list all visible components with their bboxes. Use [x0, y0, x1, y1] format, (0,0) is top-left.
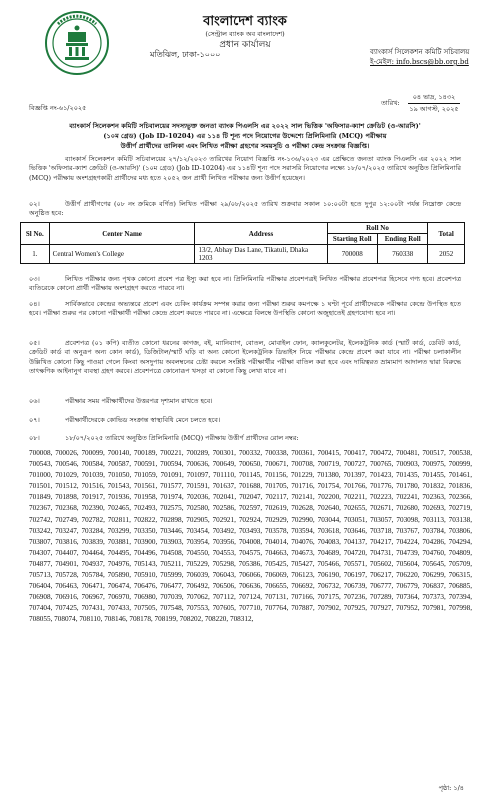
paragraph-7-text: পরীক্ষার্থীদেরকে কোভিড সংক্রান্ত স্বাস্থ্যবিধি মেনে চলতে হবে। [65, 416, 221, 424]
header-starting-roll: Starting Roll [327, 234, 377, 245]
paragraph-4-text: সার্বিকভাবে কেন্দ্রের অভ্যন্তরে প্রবেশ এবং চেকিং কার্যক্রম সম্পন্ন করার জন্য পরীক্ষা শুরুর কমপক্ষে ১ ঘণ্টা পূর্বে প্রার্থীদেরকে পরীক্ষার কেন্দ্রে উপস্থিত হতে হবে। পরীক্ষা শুরুর পর কোনো পরীক্ষার্থী পরীক্ষা কেন্দ্রে প্রবেশ করতে পারবে না। এক্ষেত্রে বিলম্বে উপস্থিতি কোনো অজুহাতেই গ্রহণযোগ্য হবে না। [29, 300, 461, 318]
paragraph-2-text: উত্তীর্ণ প্রার্থীগণের (০৮ নং ক্রমিকে বর্ণিত) লিখিত পরীক্ষা ২৯/০৮/২০২৫ তারিখ শুক্রবার সকাল ১০:০০টা হতে দুপুর ১২:০০টা পর্যন্ত নিম্নোক্ত কেন্দ্রে অনুষ্ঠিত হবে: [29, 200, 461, 218]
paragraph-5-text: প্রবেশপত্র (০১ কপি) ব্যতীত কোনো ধরনের কাগজ, বই, ম্যানিব্যাগ, বোতল, মোবাইল ফোন, ক্যালকুলেটর, ইলেকট্রনিক কার্ড (স্মার্ট কার্ড, ডেবিট কার্ড, ক্রেডিট কার্ড বা অনুরূপ অন্য কোন কার্ড), ডিজিটাল/স্মার্ট ঘড়ি বা অন্য কোনো ইলেকট্রনিক ডিভাইস নিয়ে পরীক্ষার কেন্দ্রে প্রবেশ করা যাবে না। পরীক্ষা চলাকালীন উল্লিখিত কোনো কিছু পাওয়া গেলে কিংবা অসদুপায় অবলম্বনের চেষ্টা করলে সংশ্লিষ্ট পরীক্ষার্থীর পরীক্ষা বাতিল করা হবে এবং দায়িত্বরত ভ্রাম্যমাণ আদালত দ্বারা বিরুদ্ধে তাৎক্ষণিক আইনানুগ ব্যবস্থা গ্রহণ করবে। প্রবেশপত্রে কোনোরূপ খসড়া বা কোনো কিছু লেখা যাবে না। [29, 339, 461, 376]
page-number: পৃষ্ঠা: ১/৪ [438, 784, 464, 792]
paragraph-3-text: লিখিত পরীক্ষার জন্য পৃথক কোনো প্রবেশ পত্র ইস্যু করা হবে না। প্রিলিমিনারি পরীক্ষার প্রবেশপত্রই লিখিত পরীক্ষার প্রবেশপত্র হিসেবে গণ্য হবে। প্রবেশপত্র ব্যতিরেকে কোনো প্রার্থী পরীক্ষায় অংশগ্রহণ করতে পারবে না। [29, 275, 461, 293]
paragraph-6-number: ০৬। [29, 397, 40, 405]
paragraph-8-number: ০৮। [29, 434, 40, 442]
paragraph-2-number: ০২। [29, 200, 40, 208]
address-block [150, 49, 220, 60]
exam-center-table [20, 222, 465, 264]
paragraph-1 [29, 155, 461, 183]
paragraph-4-number: ০৪। [29, 300, 40, 308]
header-ending-roll: Ending Roll [378, 234, 428, 245]
paragraph-5-number: ০৫। [29, 339, 40, 347]
paragraph-6-text: পরীক্ষার সময় পরীক্ষার্থীদের উত্তরপত্র দৃশ্যমান রাখতে হবে। [65, 397, 213, 405]
date-bangla: ০৪ ভাদ্র, ১৪৩২ [412, 93, 456, 101]
secretariat-block [370, 47, 469, 67]
bangladesh-bank-logo [44, 10, 110, 76]
date-divider [408, 103, 460, 104]
paragraph-8-text: ১৮/০৭/২০২৫ তারিখে অনুষ্ঠিত প্রিলিমিনারি (MCQ) পরীক্ষায় উত্তীর্ণ প্রার্থীদের রোল নম্বর: [65, 434, 299, 442]
cell-starting-roll: 700008 [327, 245, 377, 264]
header-total: Total [428, 223, 465, 245]
title-line-3: উত্তীর্ণ প্রার্থীদের তালিকা এবং লিখিত পরীক্ষা গ্রহণের সময়সূচি ও পরীক্ষা কেন্দ্র সংক্রান্ত বিজ্ঞপ্তি। [120, 142, 370, 150]
paragraph-5 [29, 339, 461, 377]
org-name: বাংলাদেশ ব্যাংক [203, 14, 287, 29]
cell-total: 2052 [428, 245, 465, 264]
office-name: প্রধান কার্যালয় [219, 40, 271, 50]
org-subtitle: (সেন্ট্রাল ব্যাংক অব বাংলাদেশ) [205, 30, 285, 38]
paragraph-7 [29, 416, 461, 425]
paragraph-3-number: ০৩। [29, 275, 40, 283]
cell-center-name: Central Women's College [49, 245, 195, 264]
cell-address: 13/2, Abhay Das Lane, Tikatuli, Dhaka 1203 [195, 245, 327, 264]
paragraph-7-number: ০৭। [29, 416, 40, 424]
header-roll-no: Roll No [327, 223, 428, 234]
letterhead [150, 14, 340, 51]
contact-email[interactable]: ই-মেইল: info.bscs@bb.org.bd [370, 58, 469, 66]
title-line-1: ব্যাংকার্স সিলেকশন কমিটি সচিবালয়ের সদস্যভুক্ত জনতা ব্যাংক পিএলসি এর ২০২২ সাল ভিত্তিক 'অফিসার-ক্যাশ ক্রেডিট (ও-আরসি)' [69, 122, 421, 130]
cell-ending-roll: 760338 [378, 245, 428, 264]
date-block [408, 93, 460, 114]
date-label: তারিখ: [381, 99, 400, 107]
secretariat-name: ব্যাংকার্স সিলেকশন কমিটি সচিবালয় [370, 48, 470, 56]
notice-title [29, 121, 461, 151]
notice-number: বিজ্ঞপ্তি নং-৬১/২০২৫ [29, 104, 87, 112]
table-header-row [21, 223, 465, 234]
paragraph-6 [29, 397, 461, 406]
cell-sl: 1. [21, 245, 50, 264]
paragraph-1-text: ব্যাংকার্স সিলেকশন কমিটি সচিবালয়ের ২৭/১২/২০২৩ তারিখের নিয়োগ বিজ্ঞপ্তি নং-১৩৬/২০২৩ এর প্রেক্ষিতে জনতা ব্যাংক পিএলসি এর ২০২২ সাল ভিত্তিক 'অফিসার-ক্যাশ ক্রেডিট (ও-আরসি)' (১০ম গ্রেড) (Job ID-10204) এর ১১৪টি শূন্য পদে সরাসরি নিয়োগের লক্ষ্যে ১৮/০৭/২০২৫ তারিখে অনুষ্ঠিত প্রিলিমিনারি (MCQ) পরীক্ষায় অংশগ্রহণকারী প্রার্থীদের মধ্য হতে ২০৫২ জন প্রার্থী লিখিত পরীক্ষার জন্য উত্তীর্ণ হয়েছেন। [29, 155, 461, 182]
header-address: Address [195, 223, 327, 245]
date-english: ১৯ আগস্ট, ২০২৫ [409, 105, 459, 113]
office-address: মতিঝিল, ঢাকা-১০০০ [150, 50, 221, 59]
header-center-name: Center Name [49, 223, 195, 245]
title-line-2: (১০ম গ্রেড) (Job ID-10204) এর ১১৪ টি শূন্য পদে নিয়োগের উদ্দেশ্যে প্রিলিমিনারি (MCQ) পরীক্ষায় [103, 132, 387, 140]
paragraph-2 [29, 200, 461, 219]
paragraph-4 [29, 300, 461, 319]
roll-number-list: 700008, 700026, 700099, 700140, 700189, 700221, 700289, 700301, 700332, 700338, 700361, 700415, 700417, 700472, 700481, 700517, 700538, 700543, 700546, 700584, 700587, 700591, 700594, 700636, 700649, 700650, 700671, 700708, 700719, 700727, 700765, 700903, 700975, 700999, 701000, 701029, 701039, 701050, 701059, 701091, 701097, 701110, 701145, 701156, 701229, 701380, 701397, 701423, 701435, 701455, 701461, 701501, 701512, 701516, 701543, 701561, 701577, 701591, 701637, 701688, 701705, 701716, 701754, 701766, 701776, 701780, 701832, 701836, 701849, 701898, 701917, 701936, 701958, 701974, 702036, 702041, 702047, 702117, 702141, 702200, 702211, 702223, 702241, 702363, 702366, 702367, 702368, 702390, 702465, 702493, 702575, 702580, 702586, 702597, 702619, 702628, 702640, 702655, 702671, 702680, 702693, 702719, 702742, 702749, 702782, 702811, 702822, 702898, 702905, 702921, 702924, 702929, 702990, 703044, 703051, 703057, 703098, 703113, 703138, 703242, 703247, 703284, 703299, 703350, 703446, 703454, 703492, 703493, 703578, 703594, 703618, 703646, 703718, 703767, 703784, 703806, 703807, 703816, 703839, 703881, 703900, 703903, 703954, 703956, 704008, 704014, 704076, 704083, 704137, 704217, 704224, 704286, 704294, 704307, 704407, 704464, 704495, 704496, 704508, 704550, 704553, 704575, 704663, 704673, 704689, 704720, 704731, 704739, 704760, 704809, 704877, 704901, 704937, 704976, 705143, 705211, 705229, 705298, 705386, 705425, 705427, 705466, 705571, 705602, 705604, 705645, 705709, 705713, 705728, 705784, 705890, 705910, 705999, 706039, 706043, 706066, 706069, 706123, 706190, 706197, 706217, 706220, 706299, 706315, 706404, 706463, 706471, 706474, 706476, 706477, 706492, 706506, 706636, 706655, 706692, 706732, 706739, 706777, 706779, 706837, 706885, 706908, 706916, 706967, 706970, 706980, 707039, 707062, 707112, 707124, 707131, 707166, 707175, 707236, 707289, 707364, 707373, 707394, 707404, 707425, 707431, 707433, 707505, 707548, 707553, 707605, 707710, 707764, 707887, 707902, 707925, 707927, 707952, 707981, 707998, 708055, 708074, 708110, 708146, 708178, 708199, 708202, 708220, 708312, [29, 449, 472, 624]
table-row [21, 245, 465, 264]
paragraph-8 [29, 434, 461, 443]
paragraph-3 [29, 275, 461, 294]
header-sl: Sl No. [21, 223, 50, 245]
